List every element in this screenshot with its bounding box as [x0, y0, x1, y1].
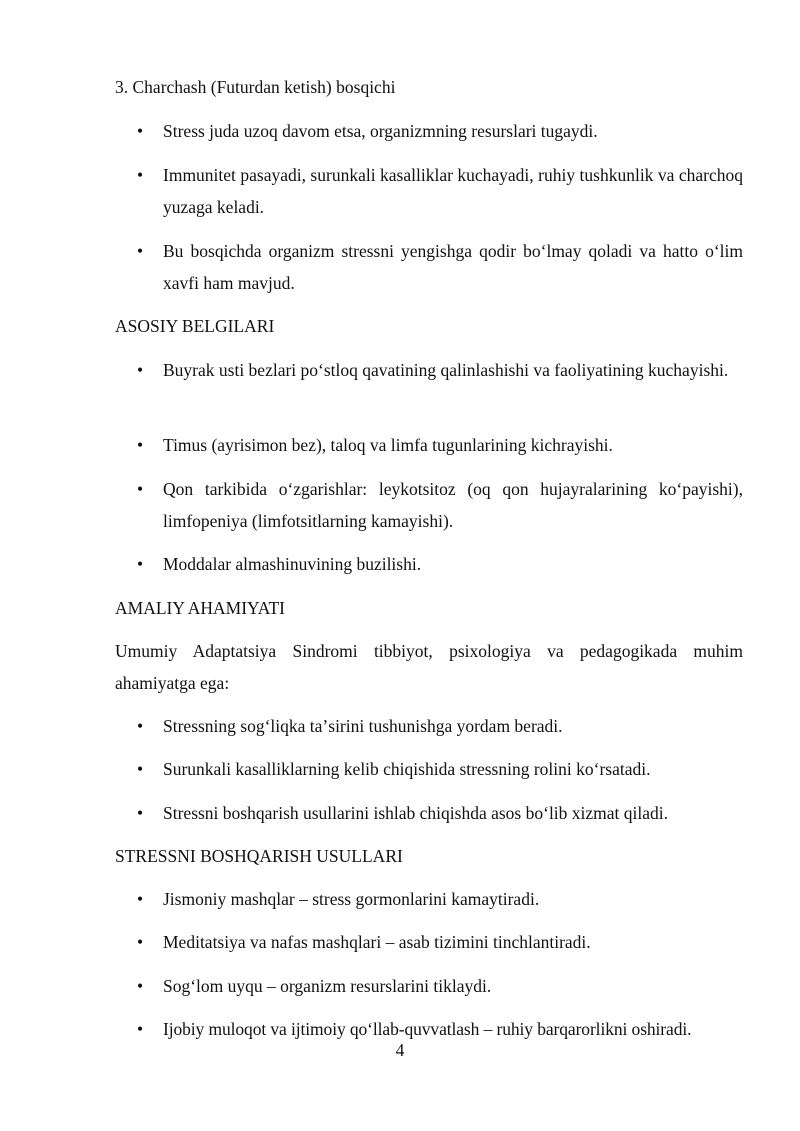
bullet-icon: •: [137, 241, 144, 261]
list-item-text: Sogʻlom uyqu – organizm resurslarini tiklaydi.: [163, 976, 492, 996]
section-heading-usullar: STRESSNI BOSHQARISH USULLARI: [115, 846, 403, 866]
list-item-text: Ijobiy muloqot va ijtimoiy qoʻllab-quvvatlash – ruhiy barqarorlikni oshiradi.: [163, 1019, 692, 1039]
list-item-text: Meditatsiya va nafas mashqlari – asab tizimini tinchlantiradi.: [163, 932, 591, 952]
list-item-text: Jismoniy mashqlar – stress gormonlarini kamaytiradi.: [163, 889, 540, 909]
bullet-icon: •: [137, 121, 144, 141]
bullet-icon: •: [137, 165, 144, 185]
bullet-icon: •: [137, 554, 144, 574]
list-item-text: Buyrak usti bezlari poʻstloq qavatining qalinlashishi va faoliyatining kuchayishi.: [163, 360, 729, 380]
list-item-text: Immunitet pasayadi, surunkali kasalliklar kuchayadi, ruhiy tushkunlik va charchoq yuzaga keladi.: [163, 165, 743, 217]
list-item-text: Moddalar almashinuvining buzilishi.: [163, 554, 422, 574]
list-item-text: Surunkali kasalliklarning kelib chiqishida stressning rolini koʻrsatadi.: [163, 759, 651, 779]
section-heading-charchash: 3. Charchash (Futurdan ketish) bosqichi: [115, 77, 396, 97]
bullet-icon: •: [137, 435, 144, 455]
list-item-text: Bu bosqichda organizm stressni yengishga qodir boʻlmay qoladi va hatto oʻlim xavfi ham mavjud.: [163, 241, 743, 293]
bullet-icon: •: [137, 759, 144, 779]
list-item-text: Stressni boshqarish usullarini ishlab chiqishda asos boʻlib xizmat qiladi.: [163, 803, 669, 823]
section-heading-amaliy: AMALIY AHAMIYATI: [115, 598, 285, 618]
list-item-text: Qon tarkibida oʻzgarishlar: leykotsitoz (oq qon hujayralarining koʻpayishi), limfopeniya (limfotsitlarning kamayishi).: [163, 479, 743, 531]
list-item-text: Timus (ayrisimon bez), taloq va limfa tugunlarining kichrayishi.: [163, 435, 613, 455]
bullet-icon: •: [137, 716, 144, 736]
bullet-icon: •: [137, 932, 144, 952]
paragraph-amaliy: Umumiy Adaptatsiya Sindromi tibbiyot, psixologiya va pedagogikada muhim ahamiyatga ega:: [115, 641, 743, 693]
bullet-icon: •: [137, 479, 144, 499]
bullet-icon: •: [137, 889, 144, 909]
bullet-icon: •: [137, 360, 144, 380]
bullet-icon: •: [137, 1019, 144, 1039]
list-item-text: Stressning sogʻliqka taʼsirini tushunishga yordam beradi.: [163, 716, 563, 736]
list-item-text: Stress juda uzoq davom etsa, organizmning resurslari tugaydi.: [163, 121, 598, 141]
page-number: 4: [395, 1040, 405, 1060]
bullet-icon: •: [137, 803, 144, 823]
bullet-icon: •: [137, 976, 144, 996]
section-heading-belgilar: ASOSIY BELGILARI: [115, 316, 275, 336]
